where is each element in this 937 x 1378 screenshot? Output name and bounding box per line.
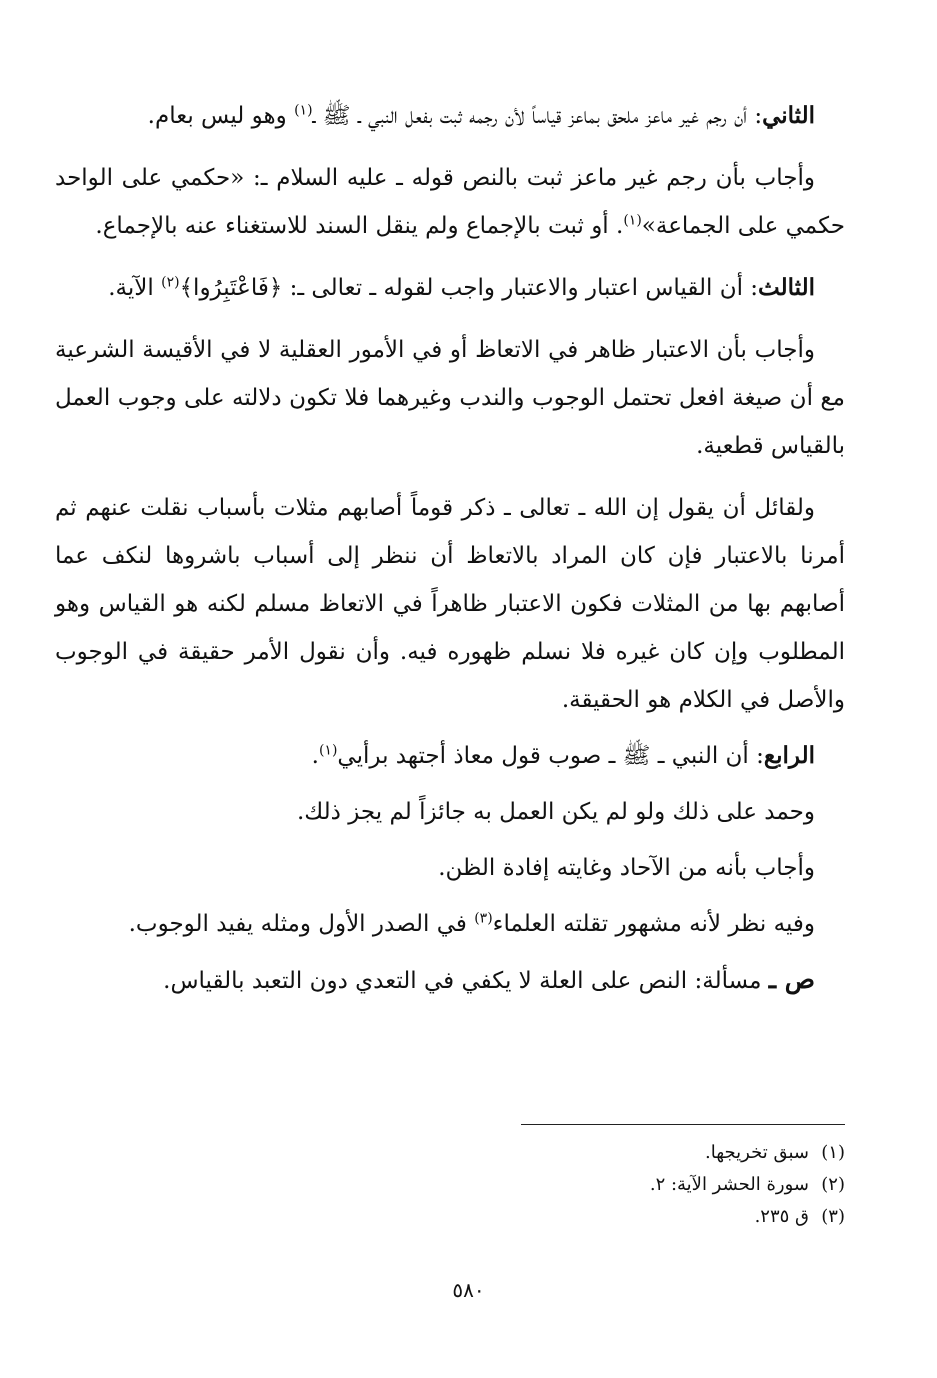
footnote-divider — [521, 1124, 845, 1125]
footnote-text: ق ٢٣٥. — [754, 1206, 809, 1227]
paragraph-lead: الثاني — [762, 102, 815, 129]
line-tail: في الصدر الأول ومثله يفيد الوجوب. — [128, 911, 475, 937]
line-masala — [55, 956, 815, 1005]
section-mark: ص ـ — [768, 965, 815, 994]
footnote-item — [55, 1169, 845, 1201]
page-body — [55, 92, 845, 1005]
paragraph-text: ولقائل أن يقول إن الله ـ تعالى ـ ذكر قوماً أصابهم مثلات بأسباب نقلت عنهم ثم أمرنا بالاعتبار فإن كان المراد بالاتعاظ أن ننظر إلى أسباب باشروها لنكف عما أصابهم بها من المثلات فكون الاعتبار ظاهراً في الاتعاظ مسلم لكنه هو القياس وهو المطلوب وإن كان غيره فلا نسلم ظهوره فيه. وأن نقول الأمر حقيقة في الوجوب والأصل في الكلام هو الحقيقة. — [55, 495, 845, 713]
paragraph-tail: وهو ليس بعام. — [147, 103, 295, 129]
line-tail: . — [311, 743, 319, 769]
line-text: وفيه نظر لأنه مشهور تقلته العلماء — [492, 911, 815, 937]
footnote-ref: (١) — [623, 212, 642, 229]
footnote-number: (١) — [821, 1142, 845, 1163]
footnote-item — [55, 1201, 845, 1233]
line-text: وأجاب بأنه من الآحاد وغايته إفادة الظن. — [438, 855, 815, 881]
line-text: : أن النبي ـ ﷺ ـ صوب قول معاذ أجتهد برأيي — [337, 743, 764, 769]
paragraph-lead: الثالث — [758, 274, 815, 301]
paragraph-text: وأجاب بأن رجم غير ماعز ثبت بالنص قوله ـ عليه السلام ـ: «حكمي على الواحد حكمي على الجماعة» — [55, 165, 845, 239]
line-praise — [55, 788, 815, 836]
page-number: ٥٨٠ — [452, 1278, 485, 1302]
short-lines-block — [55, 732, 845, 1005]
footnote-ref: (١) — [318, 742, 338, 759]
paragraph-tail: الآية. — [108, 275, 162, 301]
footnote-ref: (٢) — [161, 274, 180, 291]
line-text: مسألة: النص على العلة لا يكفي في التعدي دون التعبد بالقياس. — [163, 968, 769, 994]
footnotes — [55, 1124, 845, 1233]
line-fourth-argument — [55, 732, 815, 780]
paragraph-lead: الرابع — [763, 742, 815, 769]
line-reply-fourth — [55, 844, 815, 892]
line-text: وحمد على ذلك ولو لم يكن العمل به جائزاً لم يجز ذلك. — [296, 799, 815, 825]
paragraph-second-argument — [55, 92, 845, 140]
line-consideration — [55, 900, 815, 948]
footnote-number: (٢) — [821, 1174, 845, 1195]
footnote-text: سورة الحشر الآية: ٢. — [649, 1174, 809, 1195]
paragraph-objection — [55, 484, 845, 724]
footnote-ref: (٣) — [474, 910, 493, 927]
paragraph-reply-third — [55, 326, 845, 470]
paragraph-third-argument — [55, 264, 845, 312]
paragraph-text: وأجاب بأن الاعتبار ظاهر في الاتعاظ أو في الأمور العقلية لا في الأقيسة الشرعية مع أن صيغة افعل تحتمل الوجوب والندب وغيرهما فلا تكون دلالته على وجوب العمل بالقياس قطعية. — [55, 337, 845, 459]
paragraph-reply-first — [55, 154, 845, 250]
footnote-text: سبق تخريجها. — [705, 1142, 809, 1163]
paragraph-text: : أن القياس اعتبار والاعتبار واجب لقوله ـ تعالى ـ: ﴿فَاعْتَبِرُوا﴾ — [179, 275, 759, 301]
paragraph-text: : أن رجم غير ماعز ملحق بماعز قياساً لأن رجمه ثبت بفعل النبي ـ ﷺ ـ — [312, 103, 763, 129]
footnote-number: (٣) — [821, 1206, 845, 1227]
footnote-item — [55, 1137, 845, 1169]
paragraph-tail: . أو ثبت بالإجماع ولم ينقل السند للاستغناء عنه بالإجماع. — [95, 213, 624, 239]
footnote-ref: (١) — [294, 102, 313, 119]
